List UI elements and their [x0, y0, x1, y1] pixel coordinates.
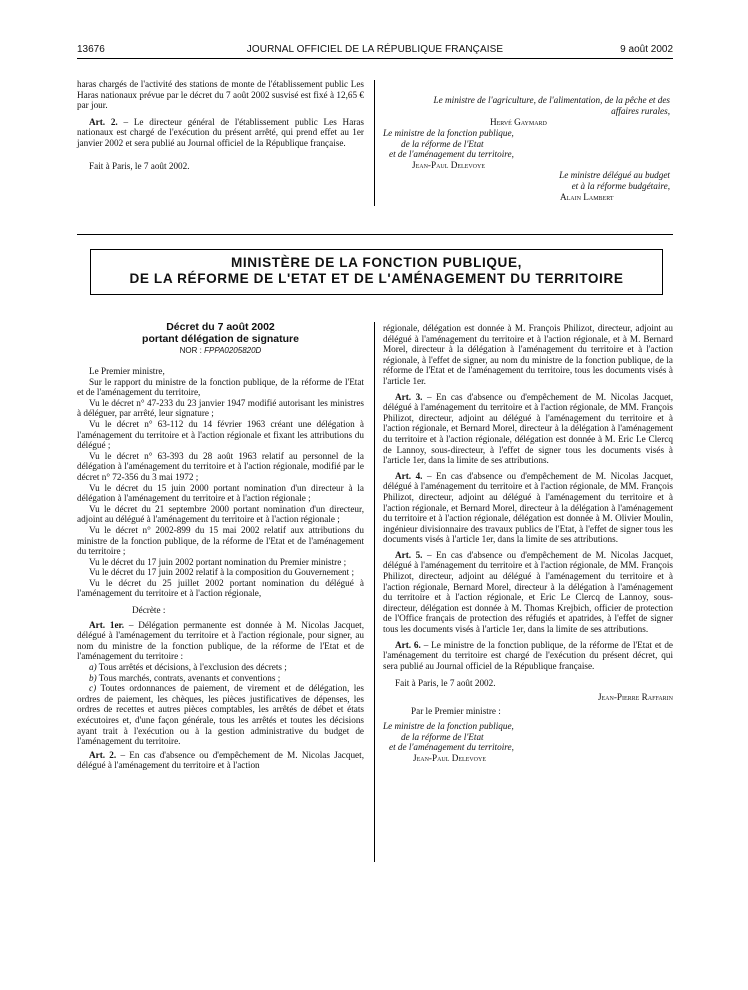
decree-left-column — [77, 321, 364, 771]
fait-a-paris: Fait à Paris, le 7 août 2002. — [89, 160, 190, 171]
article-2: Art. 2. – En cas d'absence ou d'empêchement de M. Nicolas Jacquet, délégué à l'aménagement du territoire et à l'action — [77, 749, 364, 771]
signature-fonction-publique-name: Jean-Paul Delevoye — [412, 160, 485, 170]
article-1-item-b: b) Tous marchés, contrats, avenants et conventions ; — [89, 672, 281, 683]
article-4: Art. 4. – En cas d'absence ou d'empêchement de M. Nicolas Jacquet, délégué à l'aménagement du territoire et à l'action régionale, de MM. François Philizot, directeur, adjoint au délégué à l'aménagement du territoire et à l'action régionale, et Bernard Morel, directeur à la délégation à l'aménagement du territoire et à l'action régionale, délégation est donnée à M. Olivier Moulin, ingénieur divisionnaire des travaux publics de l'Etat, à l'effet de signer tous les documents visés à l'article 1er, dans la limite de ses attributions. — [383, 470, 673, 545]
ministry-line-2: DE LA RÉFORME DE L'ETAT ET DE L'AMÉNAGEMENT DU TERRITOIRE — [129, 271, 624, 286]
decree-subtitle: portant délégation de signature — [142, 333, 299, 345]
page-number: 13676 — [77, 44, 105, 55]
visa-paragraph: Sur le rapport du ministre de la fonction publique, de la réforme de l'Etat et de l'aménagement du territoire, — [77, 376, 364, 398]
visa-paragraph: Vu le décret du 17 juin 2002 relatif à la composition du Gouvernement ; — [89, 567, 355, 578]
visa-paragraph: Vu le décret du 17 juin 2002 portant nomination du Premier ministre ; — [89, 556, 347, 567]
issue-date: 9 août 2002 — [620, 44, 673, 55]
article-text: – Le directeur général de l'établissement public Les Haras nationaux est chargé de l'exécution du présent arrêté, qui prend effet au 1er janvier 2002 et sera publié au Journal officiel de la République française. — [77, 116, 364, 148]
visa-paragraph: Vu le décret n° 63-112 du 14 février 1963 créant une délégation à l'aménagement du territoire et à l'action régionale et fixant les attributions du délégué ; — [77, 418, 364, 451]
minister-title: Le ministre de la fonction publique, de la réforme de l'Etat et de l'aménagement du territoire, — [383, 721, 514, 753]
par-le-premier-ministre: Par le Premier ministre : — [411, 705, 501, 716]
signature-agriculture-name: Hervé Gaymard — [490, 117, 547, 127]
journal-title: JOURNAL OFFICIEL DE LA RÉPUBLIQUE FRANÇAISE — [246, 44, 504, 55]
article-1-item-c: c) Toutes ordonnances de paiement, de virement et de délégation, les ordres de paiement, les chèques, les pièces justificatives de dépenses, les ordres de recettes et autres pièces comptables, les arrêtés de débet et états exécutoires et, d'une façon générale, tous les arrêtés et toutes les décisions ayant trait à l'exécution ou à la gestion administrative du budget de l'aménagement du territoire. — [77, 683, 364, 747]
article-1-item-a: a) Tous arrêtés et décisions, à l'exclusion des décrets ; — [89, 662, 287, 673]
visa-paragraph: Vu le décret n° 63-393 du 28 août 1963 relatif au personnel de la délégation à l'aménagement du territoire et à l'action régionale, modifié par le décret n° 72-356 du 3 mai 1972 ; — [77, 450, 364, 482]
visa-paragraph: Vu le décret du 25 juillet 2002 portant nomination du délégué à l'aménagement du territoire et à l'action régionale, — [77, 577, 364, 599]
signature-fonction-publique-title: Le ministre de la fonction publique, de la réforme de l'Etat et de l'aménagement du territoire, — [383, 128, 514, 160]
signature-budget-title: Le ministre délégué au budget et à la réforme budgétaire, — [559, 170, 670, 191]
minister-signature: Jean-Paul Delevoye — [413, 752, 486, 763]
ministry-line-1: MINISTÈRE DE LA FONCTION PUBLIQUE, — [230, 255, 523, 270]
prime-minister-signature: Jean-Pierre Raffarin — [597, 692, 673, 702]
article-3: Art. 3. – En cas d'absence ou d'empêchement de M. Nicolas Jacquet, délégué à l'aménagement du territoire et à l'action régionale, de MM. François Philizot, directeur, adjoint au délégué à l'aménagement du territoire et à l'action régionale, et Bernard Morel, directeur à la délégation à l'aménagement du territoire et à l'action régionale, délégation est donnée à M. Eric Le Clercq de Lannoy, sous-directeur, à l'effet de signer tous les documents visés à l'article 1er, dans la limite de ses attributions. — [383, 391, 673, 466]
signature-agriculture-title: Le ministre de l'agriculture, de l'alimentation, de la pêche et des affaires rurales, — [433, 95, 670, 116]
article-5: Art. 5. – En cas d'absence ou d'empêchement de M. Nicolas Jacquet, délégué à l'aménagement du territoire et à l'action régionale, de MM. François Philizot, directeur, adjoint au délégué à l'aménagement du territoire et à l'action régionale, Bernard Morel, directeur à la délégation à l'aménagement du territoire et à l'action régionale, et Eric Le Clercq de Lannoy, sous-directeur, délégation est donnée à M. Thomas Krejbich, officier de protection de l'Office français de protection des réfugiés et apatrides, à l'effet de signer tous les documents visés à l'article 1er, dans la limite de ses attributions. — [383, 549, 673, 635]
article-2 — [77, 117, 364, 149]
visa-paragraph: Vu le décret du 21 septembre 2000 portant nomination d'un directeur, adjoint au délégué à l'aménagement du territoire et à l'action régionale ; — [77, 503, 364, 525]
article-6: Art. 6. – Le ministre de la fonction publique, de la réforme de l'Etat et de l'aménagement du territoire est chargé de l'exécution du présent décret, qui sera publié au Journal officiel de la République française. — [383, 639, 673, 671]
article-label: Art. 2. — [89, 116, 118, 127]
decree-right-column — [383, 323, 673, 764]
article-1: Art. 1er. – Délégation permanente est donnée à M. Nicolas Jacquet, délégué à l'aménagement du territoire et à l'action régionale, pour signer, au nom du ministre de la fonction publique, de la réforme de l'Etat et de l'aménagement du territoire : — [77, 619, 364, 662]
header-rule — [77, 58, 673, 59]
top-left-column — [77, 79, 364, 171]
signature-budget-name: Alain Lambert — [560, 192, 614, 202]
column-divider — [374, 80, 375, 206]
visa-paragraph: Vu le décret n° 2002-899 du 15 mai 2002 relatif aux attributions du ministre de la fonction publique, de la réforme de l'Etat et de l'aménagement du territoire ; — [77, 524, 364, 557]
column-divider — [374, 322, 375, 862]
ministry-heading-box — [90, 249, 663, 295]
fait-a-paris: Fait à Paris, le 7 août 2002. — [395, 678, 496, 689]
article-2-continued: régionale, délégation est donnée à M. François Philizot, directeur, adjoint au délégué à l'aménagement du territoire et à l'action régionale, et à M. Bernard Morel, directeur à la délégation à l'aménagement du territoire et à l'action régionale, à l'effet de signer, au nom du ministre de la fonction publique, de la réforme de l'Etat et de l'aménagement du territoire, tous les documents visés à l'article 1er. — [383, 323, 673, 386]
continued-paragraph: haras chargés de l'activité des stations de monte de l'établissement public Les Haras nationaux prévue par le décret du 7 août 2002 susvisé est fixé à 12,65 € par jour. — [77, 79, 364, 111]
section-rule — [77, 234, 673, 235]
decree-title: Décret du 7 août 2002 — [166, 321, 275, 333]
visa-paragraph: Le Premier ministre, — [89, 366, 165, 376]
visa-paragraph: Vu le décret n° 47-233 du 23 janvier 1947 modifié autorisant les ministres à déléguer, par arrêté, leur signature ; — [77, 397, 364, 419]
visa-paragraph: Vu le décret du 15 juin 2000 portant nomination d'un directeur à la délégation à l'aménagement du territoire et à l'action régionale ; — [77, 482, 364, 504]
decrete: Décrète : — [132, 605, 166, 616]
nor-reference: NOR : FPPA0205820D — [179, 346, 262, 355]
